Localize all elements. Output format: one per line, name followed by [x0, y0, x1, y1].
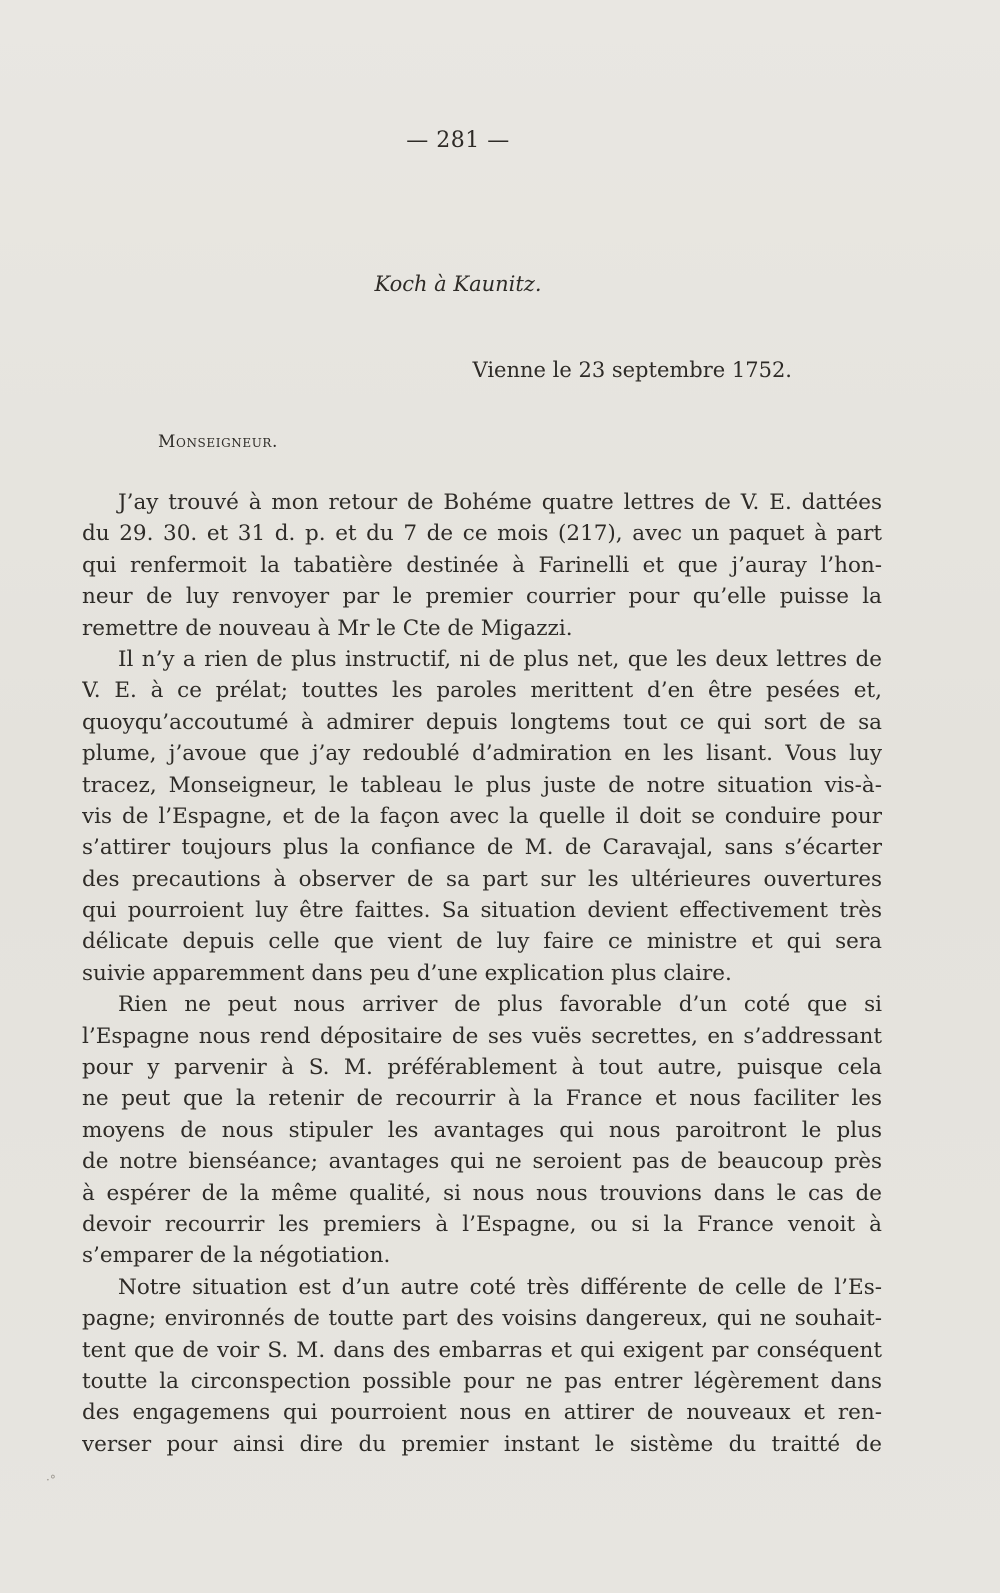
paragraph-2: [82, 644, 882, 989]
letter-heading: Koch à Kaunitz.: [374, 272, 542, 296]
paragraph-line: J’ay trouvé à mon retour de Bohéme quatre lettres de V. E. dattées: [118, 490, 882, 515]
paragraph-line: Il n’y a rien de plus instructif, ni de plus net, que les deux lettres de: [118, 646, 882, 672]
paragraph-3: [82, 989, 882, 1272]
paragraph-line: pour y parvenir à S. M. préférablement à tout autre, puisque cela: [82, 1055, 882, 1081]
paragraph-line: devoir recourrir les premiers à l’Espagne, ou si la France venoit à: [82, 1211, 882, 1237]
page-number: — 281 —: [406, 128, 510, 153]
paragraph-line: l’Espagne nous rend dépositaire de ses vuës secrettes, en s’addressant: [82, 1023, 882, 1049]
paragraph-line: plume, j’avoue que j’ay redoublé d’admiration en les lisant. Vous luy: [82, 741, 882, 767]
paragraph-line: du 29. 30. et 31 d. p. et du 7 de ce mois (217), avec un paquet à part: [82, 521, 882, 547]
paragraph-line: des precautions à observer de sa part sur les ultérieures ouvertures: [82, 866, 882, 892]
paragraph-line: quoyqu’accoutumé à admirer depuis longtems tout ce qui sort de sa: [82, 709, 882, 735]
letter-body: [82, 487, 882, 1460]
paragraph-line: moyens de nous stipuler les avantages qui nous paroitront le plus: [82, 1117, 882, 1143]
paragraph-line: de notre bienséance; avantages qui ne seroient pas de beaucoup près: [82, 1149, 882, 1175]
letter-salutation: Monseigneur.: [158, 432, 279, 452]
paragraph-line: ne peut que la retenir de recourrir à la France et nous faciliter les: [82, 1086, 882, 1112]
paragraph-line: verser pour ainsi dire du premier instant le sistème du traitté de: [82, 1431, 882, 1457]
letter-dateline: Vienne le 23 septembre 1752.: [472, 358, 792, 382]
paper-speck: ·°: [46, 1473, 56, 1487]
paragraph-line: Rien ne peut nous arriver de plus favorable d’un coté que si: [118, 992, 882, 1018]
paragraph-line: s’emparer de la négotiation.: [82, 1243, 391, 1269]
paragraph-line: qui renfermoit la tabatière destinée à Farinelli et que j’auray l’hon-: [82, 552, 882, 578]
paragraph-line: tracez, Monseigneur, le tableau le plus juste de notre situation vis-à-: [82, 772, 882, 798]
paragraph-1: [82, 487, 882, 644]
paragraph-line: à espérer de la même qualité, si nous nous trouvions dans le cas de: [82, 1180, 882, 1206]
paragraph-line: V. E. à ce prélat; touttes les paroles merittent d’en être pesées et,: [82, 678, 882, 704]
paragraph-line: vis de l’Espagne, et de la façon avec la quelle il doit se conduire pour: [82, 803, 882, 829]
paragraph-line: toutte la circonspection possible pour ne pas entrer légèrement dans: [82, 1368, 882, 1394]
paragraph-line: suivie apparemment dans peu d’une explication plus claire.: [82, 960, 732, 986]
paragraph-line: neur de luy renvoyer par le premier courrier pour qu’elle puisse la: [82, 584, 882, 610]
paragraph-4: [82, 1272, 882, 1460]
paragraph-line: pagne; environnés de toutte part des voisins dangereux, qui ne souhait-: [82, 1306, 882, 1332]
paragraph-line: remettre de nouveau à Mr le Cte de Migazzi.: [82, 615, 573, 641]
paragraph-line: Notre situation est d’un autre coté très différente de celle de l’Es-: [118, 1274, 882, 1300]
paragraph-line: s’attirer toujours plus la confiance de M. de Caravajal, sans s’écarter: [82, 835, 882, 861]
paragraph-line: délicate depuis celle que vient de luy faire ce ministre et qui sera: [82, 929, 882, 955]
paragraph-line: tent que de voir S. M. dans des embarras et qui exigent par conséquent: [82, 1337, 882, 1363]
paragraph-line: des engagemens qui pourroient nous en attirer de nouveaux et ren-: [82, 1400, 882, 1426]
paragraph-line: qui pourroient luy être faittes. Sa situation devient effectivement très: [82, 898, 882, 924]
